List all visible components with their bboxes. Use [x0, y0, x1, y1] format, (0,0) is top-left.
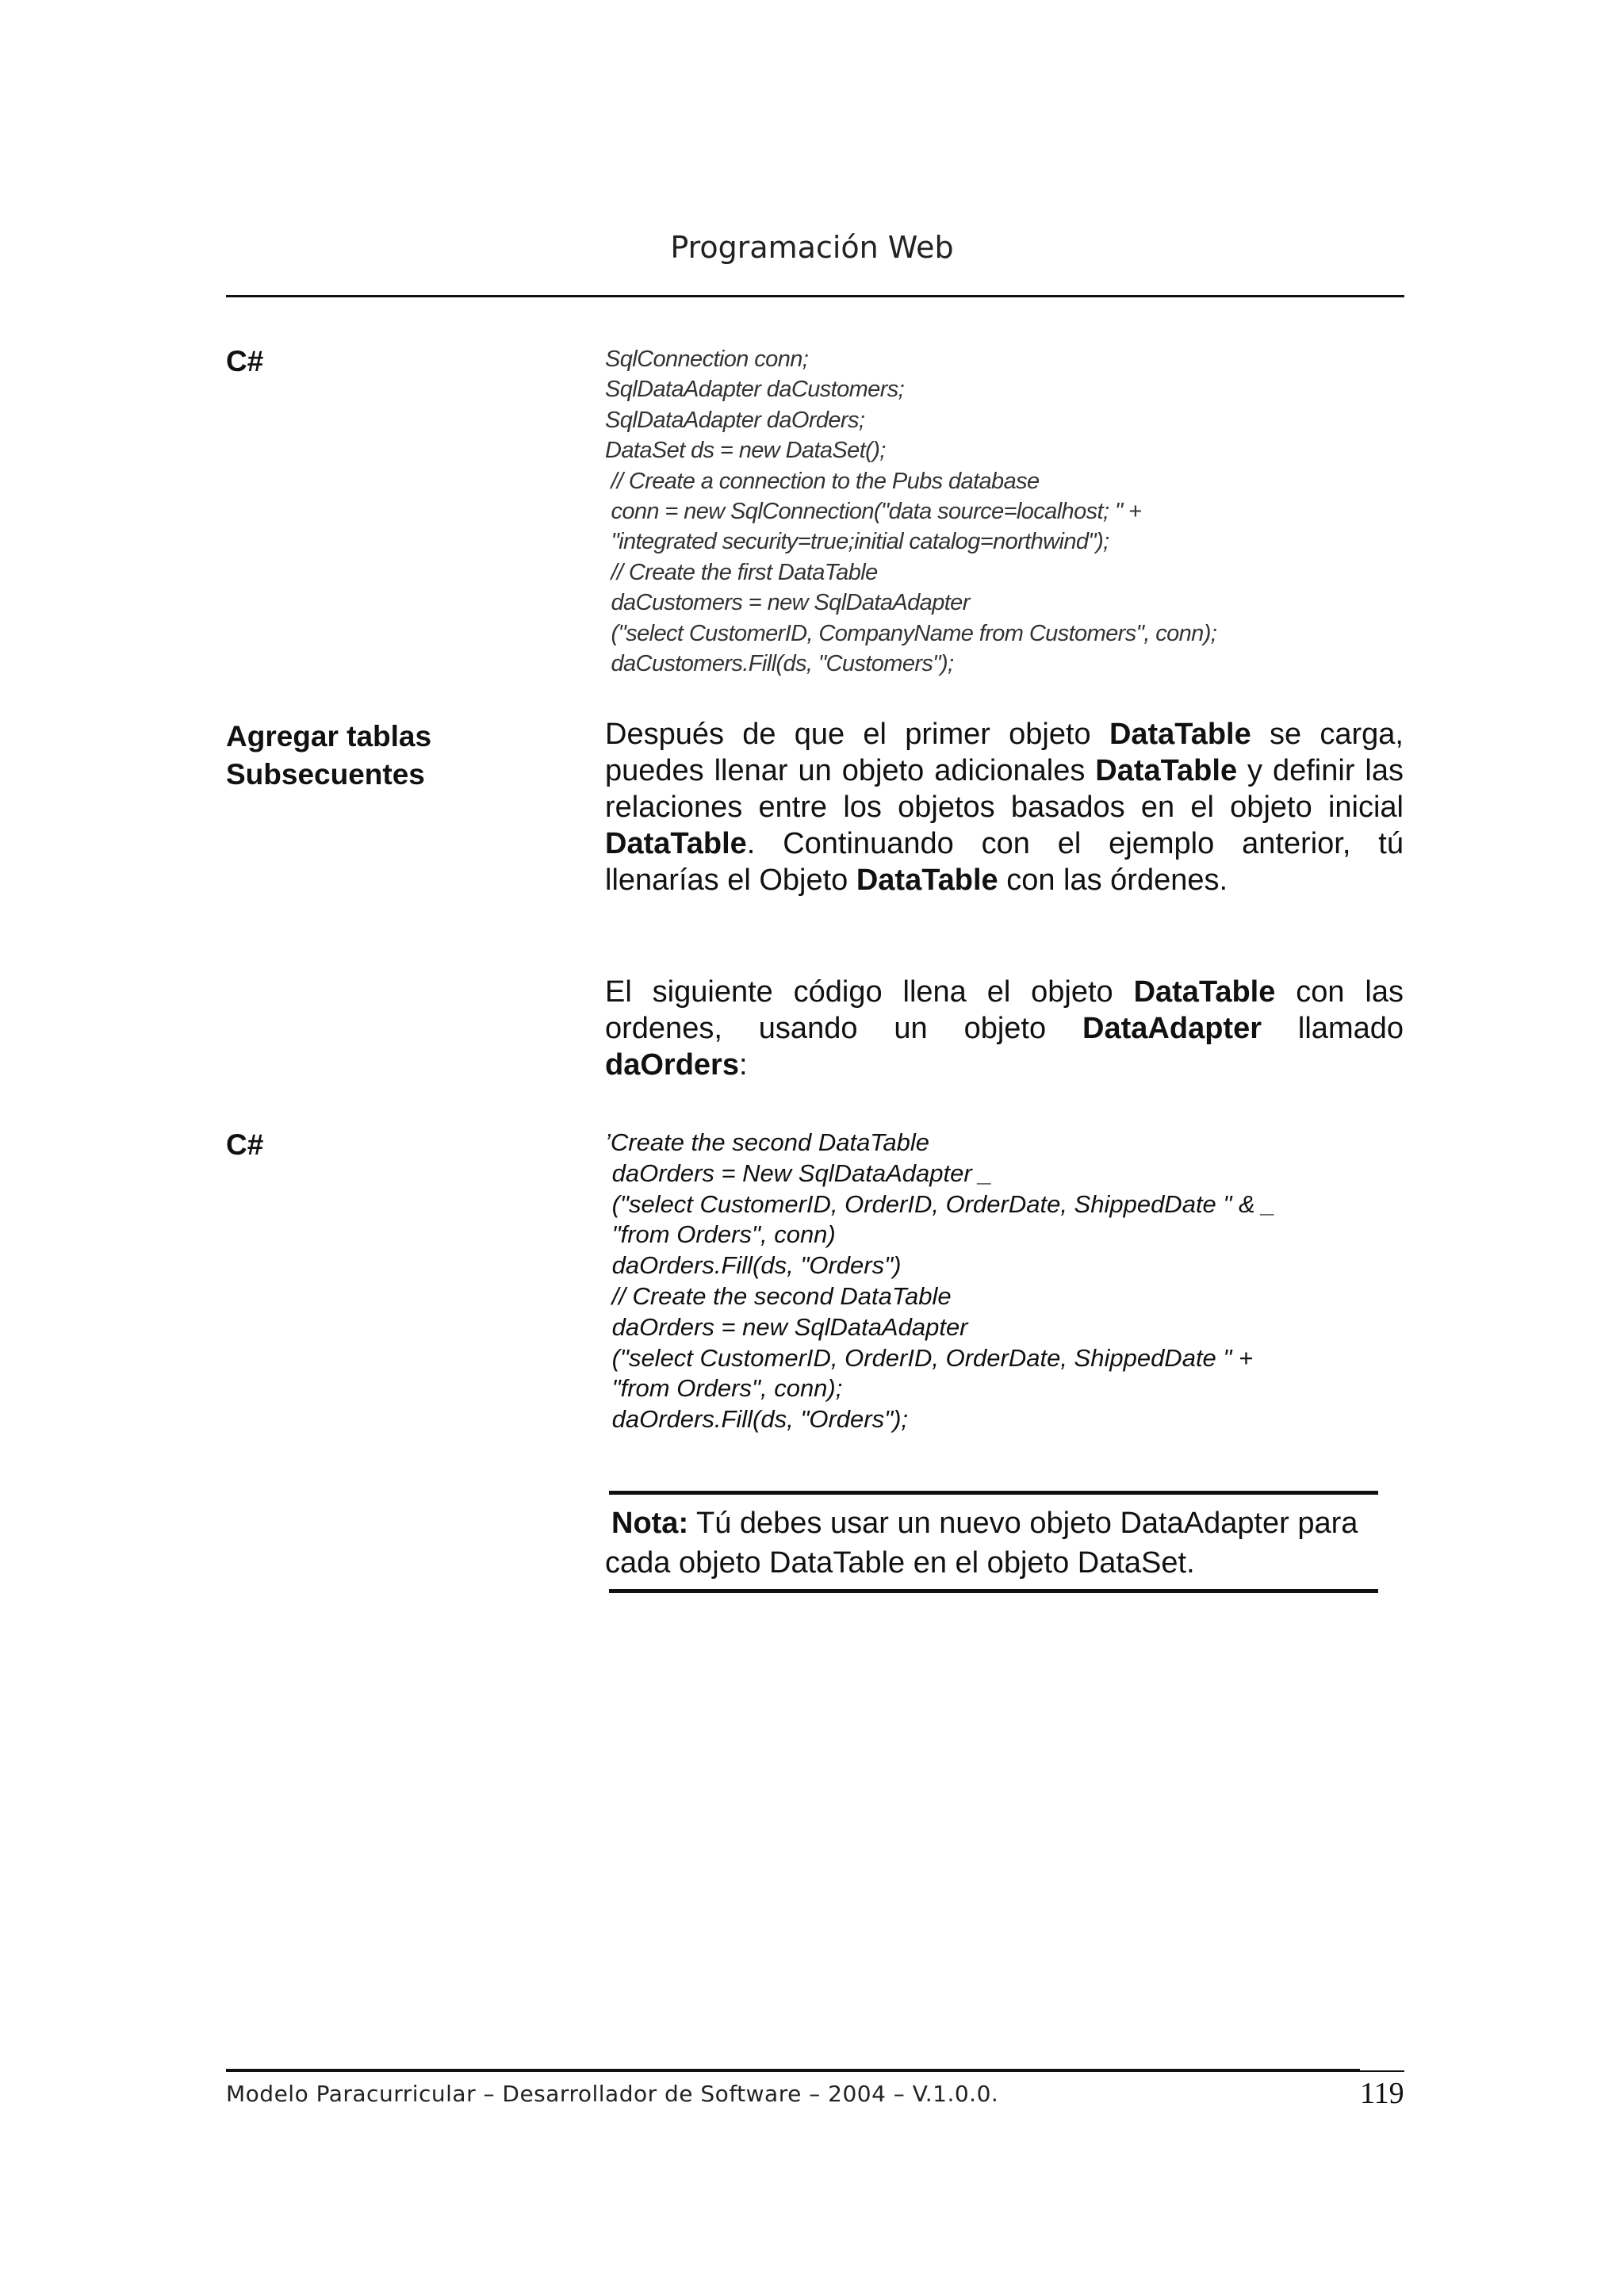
- section-heading-line-2: Subsecuentes: [226, 758, 425, 791]
- body-paragraph-1: [605, 716, 1404, 898]
- paragraph-bold-term: DataTable: [605, 827, 747, 860]
- note-top-rule: [609, 1491, 1378, 1495]
- paragraph-text: llamado: [1262, 1012, 1404, 1045]
- code-line: // Create the first DataTable: [605, 559, 878, 585]
- paragraph-bold-term: DataAdapter: [1082, 1012, 1262, 1045]
- footer-rule-thin: [1360, 2070, 1404, 2072]
- page-header-title: Programación Web: [670, 230, 954, 265]
- code-line: ("select CustomerID, OrderID, OrderDate, ShippedDate " & _: [605, 1189, 1276, 1218]
- code-line: // Create the second DataTable: [605, 1281, 952, 1310]
- paragraph-text: con las órdenes.: [998, 864, 1228, 897]
- note-label: Nota:: [611, 1507, 689, 1540]
- paragraph-bold-term: DataTable: [1133, 975, 1276, 1009]
- section-heading-line-1: Agregar tablas: [226, 720, 432, 753]
- language-label-csharp-2: C#: [226, 1128, 264, 1161]
- paragraph-text: El siguiente código llena el objeto: [605, 975, 1134, 1009]
- code-line: DataSet ds = new DataSet();: [605, 438, 886, 464]
- footer-rule: [226, 2069, 1360, 2072]
- code-line: "integrated security=true;initial catalog=northwind");: [605, 529, 1109, 555]
- paragraph-text: se carga, puedes llenar un objeto adicionales: [605, 718, 1404, 787]
- code-line: daCustomers = new SqlDataAdapter: [605, 590, 970, 616]
- paragraph-bold-term: DataTable: [856, 864, 998, 897]
- paragraph-bold-term: DataTable: [1095, 754, 1238, 787]
- code-line: conn = new SqlConnection("data source=localhost; " +: [605, 499, 1142, 525]
- page-number: 119: [1360, 2077, 1404, 2110]
- language-label-csharp-1: C#: [226, 345, 264, 377]
- code-line: daOrders.Fill(ds, "Orders"): [605, 1251, 902, 1280]
- code-line: "from Orders", conn);: [605, 1374, 843, 1403]
- paragraph-bold-term: daOrders: [605, 1048, 739, 1082]
- body-paragraph-2: [605, 974, 1404, 1083]
- section-heading: [226, 718, 431, 794]
- code-line: daOrders.Fill(ds, "Orders");: [605, 1405, 909, 1434]
- code-block-1: [605, 344, 1216, 679]
- paragraph-text: :: [738, 1048, 748, 1082]
- code-line: daOrders = new SqlDataAdapter: [605, 1312, 968, 1341]
- code-line: "from Orders", conn): [605, 1220, 836, 1249]
- paragraph-text: Después de que el primer objeto: [605, 718, 1109, 751]
- paragraph-text: y definir las relaciones entre los objetos basados en el objeto inicial: [605, 754, 1404, 824]
- note-bottom-rule: [609, 1589, 1378, 1593]
- footer-text: Modelo Paracurricular – Desarrollador de Software – 2004 – V.1.0.0.: [226, 2081, 999, 2107]
- note-text: Tú debes usar un nuevo objeto DataAdapter para cada objeto DataTable en el objeto DataSet.: [605, 1507, 1358, 1580]
- note-box: [605, 1503, 1406, 1583]
- code-line: // Create a connection to the Pubs database: [605, 468, 1040, 494]
- code-line: ("select CustomerID, CompanyName from Customers", conn);: [605, 620, 1217, 646]
- code-line: SqlDataAdapter daCustomers;: [605, 377, 905, 403]
- header-rule: [226, 295, 1404, 297]
- code-line: ("select CustomerID, OrderID, OrderDate, ShippedDate " +: [605, 1343, 1254, 1372]
- paragraph-text: con las ordenes, usando un objeto: [605, 975, 1404, 1045]
- code-block-2: [605, 1128, 1276, 1435]
- code-line: daCustomers.Fill(ds, "Customers");: [605, 651, 954, 677]
- code-line: daOrders = New SqlDataAdapter _: [605, 1158, 993, 1187]
- code-line: SqlConnection conn;: [605, 347, 809, 372]
- code-line: SqlDataAdapter daOrders;: [605, 407, 865, 433]
- paragraph-bold-term: DataTable: [1109, 718, 1251, 751]
- paragraph-text: . Continuando con el ejemplo anterior, tú llenarías el Objeto: [605, 827, 1404, 897]
- code-line: ’Create the second DataTable: [605, 1128, 930, 1156]
